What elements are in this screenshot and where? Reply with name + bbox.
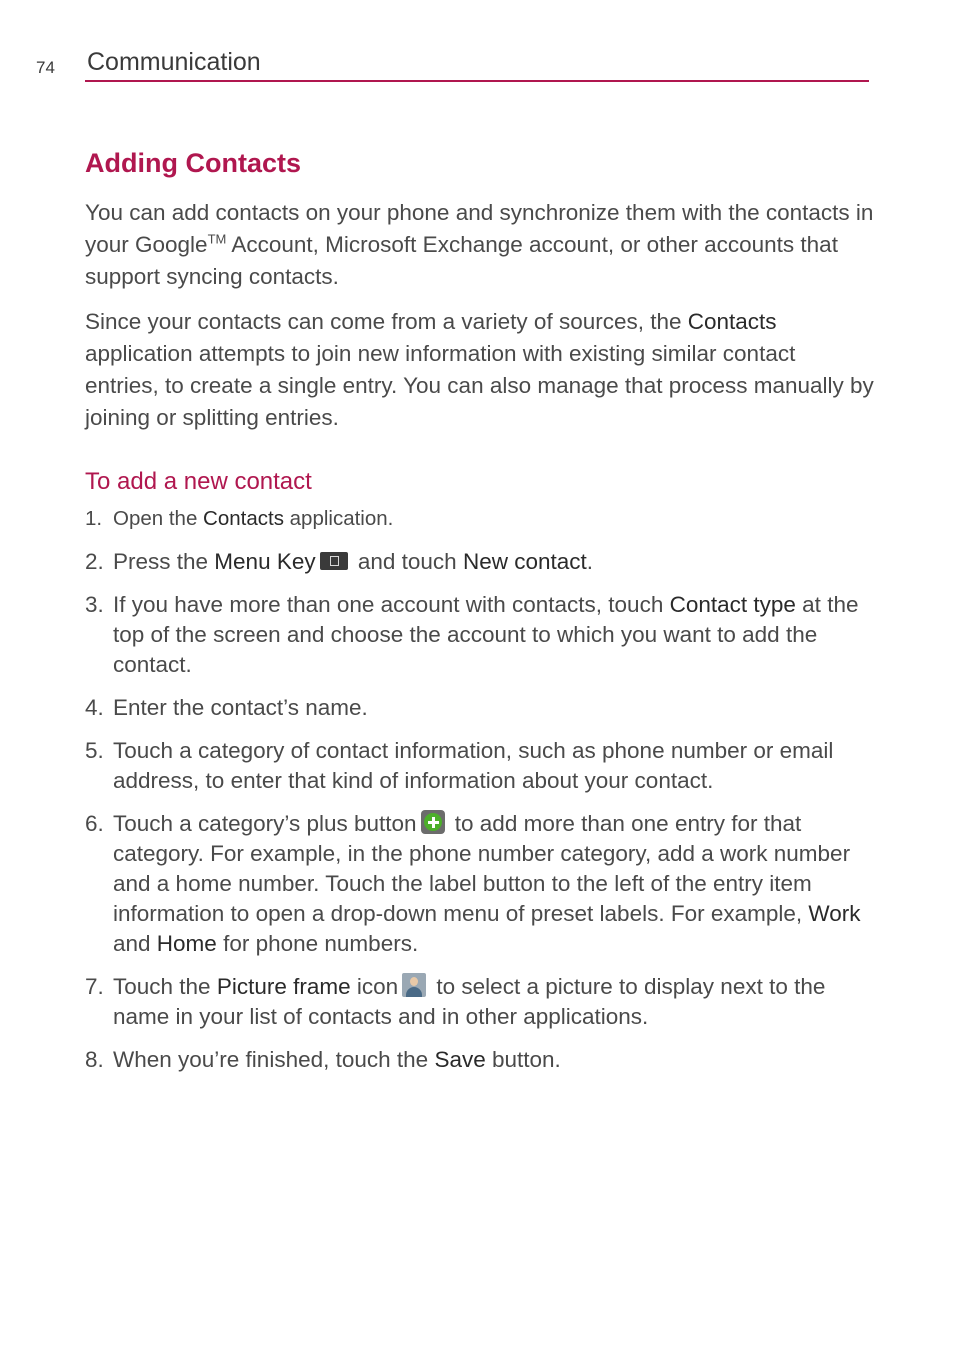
step-keyword: New contact: [462, 549, 587, 574]
step-number: 5.: [85, 738, 104, 763]
step-number: 3.: [85, 592, 104, 617]
subheading: To add a new contact: [85, 468, 312, 495]
list-item: [85, 504, 875, 534]
step-number: 1.: [85, 507, 103, 530]
step-text: Press the: [113, 549, 215, 574]
step-text: and touch: [351, 549, 463, 574]
step-text: Touch the: [113, 974, 217, 999]
menu-key-icon: [320, 552, 348, 570]
step-text: If you have more than one account with contacts, touch: [113, 592, 670, 617]
step-keyword: Menu Key: [214, 549, 316, 574]
steps-list: [85, 504, 875, 1075]
step-keyword: Picture frame: [216, 974, 351, 999]
step-number: 4.: [85, 695, 104, 720]
page-title: Adding Contacts: [85, 148, 301, 178]
list-item: [85, 693, 875, 723]
step-text: for phone numbers.: [216, 931, 419, 956]
step-keyword: Contacts: [203, 507, 284, 530]
step-text: button.: [485, 1047, 561, 1072]
intro-p1-text-b: Account, Microsoft Exchange account, or other accounts that support syncing contacts.: [85, 232, 838, 289]
page-content: [85, 148, 875, 1088]
intro-p2-text-b: application attempts to join new information with existing similar contact entries, to create a single entry. You can also manage that process manually by joining or splitting entries.: [85, 341, 874, 430]
picture-frame-icon: [402, 973, 426, 997]
header-divider: [85, 80, 869, 82]
step-text: at the top of the screen and choose the account to which you want to add the contact.: [113, 592, 859, 677]
page-number: 74: [36, 58, 55, 77]
step-number: 8.: [85, 1047, 104, 1072]
contacts-keyword: Contacts: [687, 309, 777, 334]
step-keyword: Save: [434, 1047, 486, 1072]
intro-p2-text-a: Since your contacts can come from a variety of sources, the: [85, 309, 688, 334]
step-text: When you’re finished, touch the: [113, 1047, 435, 1072]
step-text: and: [113, 931, 157, 956]
step-text: Open the: [113, 507, 204, 530]
intro-paragraph-2: [85, 306, 875, 434]
step-text: to select a picture to display next to the name in your list of contacts and in other applications.: [113, 974, 826, 1029]
intro-p1-text-a: You can add contacts on your phone and synchronize them with the contacts in your Google: [85, 200, 874, 257]
step-number: 6.: [85, 811, 104, 836]
step-number: 2.: [85, 549, 104, 574]
page-header: [0, 0, 954, 90]
plus-icon: [421, 810, 445, 834]
step-text: icon: [350, 974, 399, 999]
step-keyword: Contact type: [669, 592, 796, 617]
step-keyword: Work: [808, 901, 861, 926]
step-text: to add more than one entry for that category. For example, in the phone number category, add a work number and a home number. Touch the label button to the left of the entry item information to open a drop-down menu of preset labels. For example,: [113, 811, 851, 926]
trademark-mark: TM: [207, 231, 227, 247]
step-number: 7.: [85, 974, 104, 999]
step-text: .: [586, 549, 594, 574]
intro-paragraph-1: [85, 197, 875, 293]
step-text: Touch a category’s plus button: [113, 811, 417, 836]
step-text: Enter the contact’s name.: [113, 695, 368, 720]
list-item: [85, 590, 875, 680]
list-item: [85, 1045, 875, 1075]
section-title: Communication: [87, 48, 261, 76]
step-text: application.: [283, 507, 394, 530]
list-item: [85, 972, 875, 1032]
step-keyword: Home: [156, 931, 217, 956]
list-item: [85, 547, 875, 577]
list-item: [85, 809, 875, 959]
step-text: Touch a category of contact information, such as phone number or email address, to enter that kind of information about your contact.: [113, 738, 834, 793]
list-item: [85, 736, 875, 796]
